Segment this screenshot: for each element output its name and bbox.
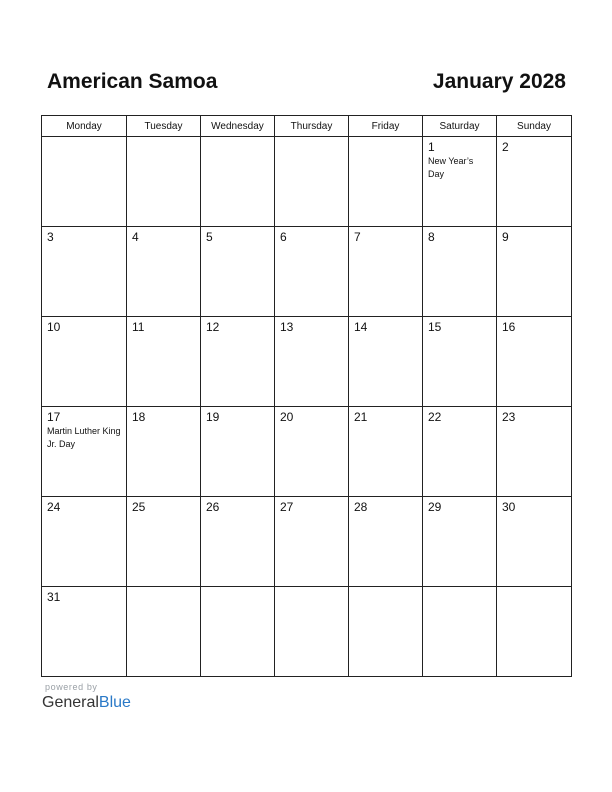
calendar-day-cell bbox=[275, 587, 349, 677]
brand-name-part2: Blue bbox=[98, 694, 131, 711]
calendar-day-cell bbox=[423, 497, 497, 587]
day-number: 30 bbox=[502, 500, 516, 514]
weekday-header: Wednesday bbox=[201, 116, 275, 137]
day-number: 25 bbox=[132, 500, 146, 514]
holiday-label: New Year’s Day bbox=[428, 156, 474, 179]
holiday-label: Martin Luther King Jr. Day bbox=[47, 426, 121, 449]
day-number: 14 bbox=[354, 320, 368, 334]
day-number: 31 bbox=[47, 590, 61, 604]
calendar-day-cell bbox=[423, 137, 497, 227]
calendar-day-cell bbox=[275, 227, 349, 317]
day-number: 16 bbox=[502, 320, 516, 334]
day-number: 19 bbox=[206, 410, 220, 424]
day-number: 10 bbox=[47, 320, 61, 334]
day-number: 29 bbox=[428, 500, 442, 514]
day-number: 8 bbox=[428, 230, 435, 244]
weekday-header: Monday bbox=[42, 116, 127, 137]
calendar-week-row bbox=[42, 497, 572, 587]
day-number: 28 bbox=[354, 500, 368, 514]
calendar-month-title: January 2028 bbox=[432, 70, 566, 93]
weekday-header: Saturday bbox=[423, 116, 497, 137]
calendar-day-cell bbox=[349, 587, 423, 677]
calendar-day-cell bbox=[349, 407, 423, 497]
calendar-day-cell bbox=[127, 227, 201, 317]
calendar-day-cell bbox=[42, 317, 127, 407]
calendar-day-cell bbox=[349, 227, 423, 317]
calendar-day-cell bbox=[201, 497, 275, 587]
day-number: 24 bbox=[47, 500, 61, 514]
calendar-day-cell bbox=[497, 587, 572, 677]
calendar-day-cell bbox=[423, 317, 497, 407]
calendar-day-cell bbox=[42, 587, 127, 677]
day-number: 5 bbox=[206, 230, 213, 244]
calendar-day-cell bbox=[497, 497, 572, 587]
calendar-day-cell bbox=[349, 497, 423, 587]
day-number: 26 bbox=[206, 500, 220, 514]
calendar-day-cell bbox=[201, 227, 275, 317]
day-number: 13 bbox=[280, 320, 294, 334]
calendar-day-cell bbox=[127, 497, 201, 587]
calendar-day-cell bbox=[275, 497, 349, 587]
powered-by-label: powered by bbox=[45, 682, 98, 692]
calendar-day-cell bbox=[497, 317, 572, 407]
calendar-day-cell bbox=[497, 407, 572, 497]
weekday-header-row bbox=[42, 116, 572, 137]
calendar-day-cell bbox=[423, 227, 497, 317]
generalblue-logo[interactable] bbox=[42, 694, 131, 712]
day-number: 1 bbox=[428, 140, 435, 154]
day-number: 23 bbox=[502, 410, 516, 424]
day-number: 27 bbox=[280, 500, 294, 514]
weekday-header: Thursday bbox=[275, 116, 349, 137]
calendar-day-cell bbox=[127, 407, 201, 497]
calendar-week-row bbox=[42, 587, 572, 677]
calendar-day-cell bbox=[42, 227, 127, 317]
calendar-day-cell bbox=[201, 317, 275, 407]
calendar-day-cell bbox=[275, 317, 349, 407]
day-number: 2 bbox=[502, 140, 509, 154]
calendar-day-cell bbox=[127, 587, 201, 677]
calendar-day-cell bbox=[127, 317, 201, 407]
calendar-day-cell bbox=[275, 137, 349, 227]
calendar-day-cell bbox=[423, 587, 497, 677]
weekday-header: Tuesday bbox=[127, 116, 201, 137]
calendar-day-cell bbox=[349, 137, 423, 227]
calendar-day-cell bbox=[349, 317, 423, 407]
calendar-day-cell bbox=[201, 137, 275, 227]
calendar-week-row bbox=[42, 317, 572, 407]
calendar-grid bbox=[41, 115, 572, 677]
calendar-day-cell bbox=[127, 137, 201, 227]
calendar-country-title: American Samoa bbox=[47, 70, 218, 93]
weekday-header: Sunday bbox=[497, 116, 572, 137]
day-number: 4 bbox=[132, 230, 139, 244]
brand-name-part1: General bbox=[42, 694, 99, 711]
day-number: 3 bbox=[47, 230, 54, 244]
day-number: 15 bbox=[428, 320, 442, 334]
calendar-week-row bbox=[42, 137, 572, 227]
calendar-day-cell bbox=[42, 497, 127, 587]
day-number: 17 bbox=[47, 410, 61, 424]
day-number: 21 bbox=[354, 410, 368, 424]
calendar-day-cell bbox=[423, 407, 497, 497]
calendar-day-cell bbox=[42, 137, 127, 227]
day-number: 11 bbox=[132, 320, 145, 334]
calendar-day-cell bbox=[42, 407, 127, 497]
calendar-week-row bbox=[42, 407, 572, 497]
day-number: 18 bbox=[132, 410, 146, 424]
calendar-day-cell bbox=[201, 587, 275, 677]
calendar-day-cell bbox=[201, 407, 275, 497]
calendar-day-cell bbox=[275, 407, 349, 497]
calendar-day-cell bbox=[497, 227, 572, 317]
day-number: 7 bbox=[354, 230, 361, 244]
day-number: 20 bbox=[280, 410, 294, 424]
calendar-day-cell bbox=[497, 137, 572, 227]
day-number: 12 bbox=[206, 320, 220, 334]
weekday-header: Friday bbox=[349, 116, 423, 137]
day-number: 22 bbox=[428, 410, 442, 424]
day-number: 9 bbox=[502, 230, 509, 244]
day-number: 6 bbox=[280, 230, 287, 244]
calendar-week-row bbox=[42, 227, 572, 317]
